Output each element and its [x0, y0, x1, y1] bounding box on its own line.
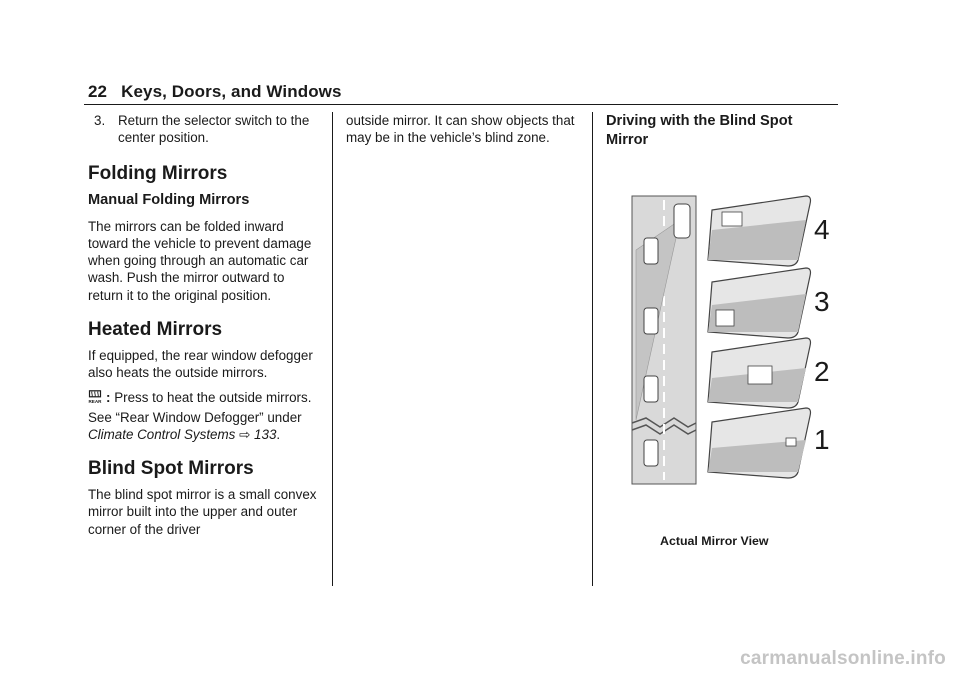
mirror-label-3: 3	[814, 286, 830, 317]
section-title: Keys, Doors, and Windows	[121, 82, 342, 101]
page-ref-number[interactable]: 133	[254, 426, 277, 442]
column-3	[606, 112, 838, 150]
defogger-text: Press to heat the outside mirrors. See “Rear Window Defogger” under	[88, 390, 312, 425]
column-2	[346, 112, 578, 146]
watermark: carmanualsonline.info	[740, 648, 946, 669]
column-1	[88, 112, 320, 538]
heading-driving-blind-spot: Driving with the Blind Spot Mirror	[606, 113, 793, 148]
paragraph-defogger: REAR : Press to heat the outside mirrors. See “Rear Window Defogger” under Climate Control Systems ⇨ 133.	[88, 390, 312, 442]
step-number: 3.	[94, 113, 106, 128]
climate-control-link[interactable]: Climate Control Systems	[88, 426, 236, 442]
mirror-view-4	[708, 196, 811, 266]
step-text: Return the selector switch to the center position.	[118, 113, 310, 146]
heading-manual-folding-mirrors: Manual Folding Mirrors	[88, 191, 250, 208]
mirror-view-3	[708, 268, 811, 338]
heading-heated-mirrors: Heated Mirrors	[88, 318, 223, 340]
column-divider-2	[592, 112, 593, 586]
figure-caption: Actual Mirror View	[660, 534, 769, 548]
mirror-label-2: 2	[814, 356, 830, 387]
step-3	[88, 112, 320, 146]
column-divider-1	[332, 112, 333, 586]
page-header	[88, 82, 342, 102]
mirror-label-4: 4	[814, 214, 830, 245]
paragraph-manual-folding: The mirrors can be folded inward toward the vehicle to prevent damage when going through an automatic car wash. Push the mirror outward to return it to the original position.	[88, 218, 312, 303]
mirror-view-1	[708, 408, 811, 478]
blind-spot-illustration	[630, 190, 840, 495]
page-number: 22	[88, 82, 108, 101]
header-rule	[84, 104, 838, 105]
paragraph-heated: If equipped, the rear window defogger also heats the outside mirrors.	[88, 348, 313, 381]
svg-text:REAR: REAR	[88, 399, 102, 405]
heading-blind-spot-mirrors: Blind Spot Mirrors	[88, 458, 254, 480]
icon-colon: :	[106, 390, 111, 406]
mirror-label-1: 1	[814, 424, 830, 455]
page-ref-arrow-icon: ⇨	[239, 426, 251, 442]
mirror-view-2	[708, 338, 811, 408]
heading-folding-mirrors: Folding Mirrors	[88, 163, 228, 185]
paragraph-blind-spot: The blind spot mirror is a small convex mirror built into the upper and outer corner of the driver	[88, 487, 317, 537]
paragraph-blind-spot-continued: outside mirror. It can show objects that may be in the vehicle’s blind zone.	[346, 113, 575, 146]
rear-defogger-icon	[88, 390, 102, 408]
